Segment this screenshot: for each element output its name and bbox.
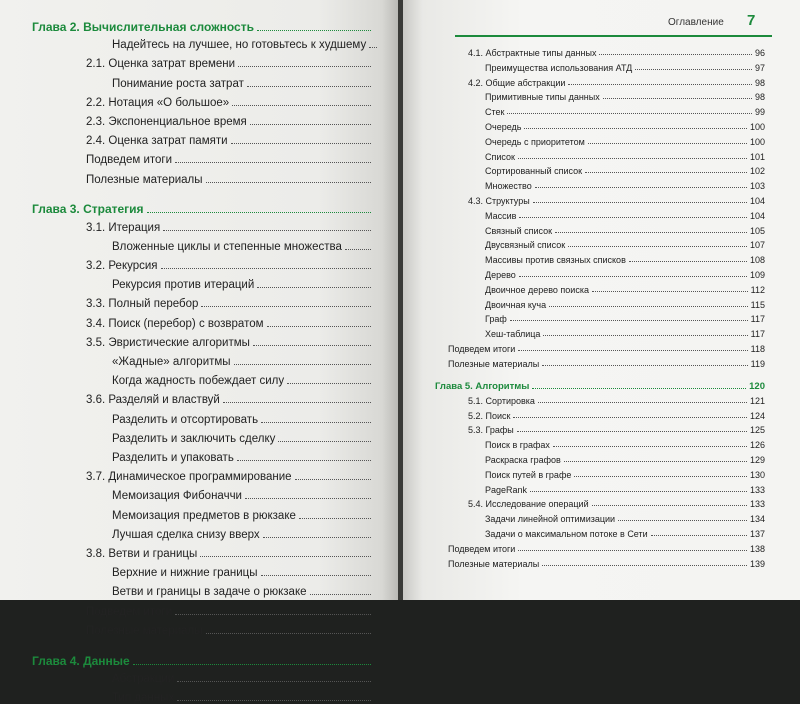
toc-entry-полезные-материалы: [86, 625, 384, 637]
toc-entry-2-2-нотация-о-большое: [86, 97, 384, 109]
leader-dots: [161, 268, 371, 269]
toc-entry-page: 119: [750, 358, 765, 369]
toc-entry-3-7-динамическое-программирование: [86, 471, 384, 483]
leader-dots: [231, 143, 371, 144]
toc-entry-список: [485, 152, 765, 162]
toc-entry-5-2-поиск: [468, 411, 765, 421]
toc-entry-преимущества-использования-атд: [485, 63, 765, 73]
leader-dots: [250, 124, 371, 125]
toc-entry-двоичное-дерево-поиска: [485, 285, 765, 295]
toc-entry-3-4-поиск-перебор-с-возвратом: [86, 318, 384, 330]
toc-entry-title: 3.7. Динамическое программирование: [86, 471, 292, 484]
toc-entry-title: Поиск в графах: [485, 440, 550, 451]
toc-entry-2-4-оценка-затрат-памяти: [86, 135, 384, 147]
toc-entry-title: Глава 3. Стратегия: [32, 202, 144, 217]
toc-entry-title: Хеш-таблица: [485, 329, 541, 340]
leader-dots: [618, 520, 747, 521]
leader-dots: [175, 614, 371, 615]
toc-entry-title: 2.2. Нотация «О большое»: [86, 96, 230, 109]
toc-entry-title: 3.1. Итерация: [86, 221, 161, 234]
toc-entry-page: 120: [749, 381, 765, 392]
toc-entry-title: Список: [485, 151, 515, 162]
toc-entry-title: Преимущества использования АТД: [485, 62, 633, 73]
leader-dots: [533, 202, 747, 203]
toc-entry-когда-жадность-побеждает-силу: [112, 375, 384, 387]
toc-entry-лучшая-сделка-снизу-вверх: [112, 529, 384, 541]
toc-entry-задачи-линейной-оптимизации: [485, 514, 765, 524]
toc-entry-title: Двоичная куча: [485, 299, 547, 310]
leader-dots: [549, 306, 748, 307]
toc-entry-подведем-итоги: [86, 606, 384, 618]
toc-entry-множество: [485, 181, 765, 191]
toc-entry-page: 108: [749, 255, 765, 266]
toc-entry-page: 134: [749, 514, 765, 525]
toc-entry-page: 98: [754, 77, 765, 88]
toc-entry-title: 4.3. Структуры: [468, 196, 530, 206]
toc-entry-5-1-сортировка: [468, 396, 765, 406]
toc-entry-title: 2.3. Экспоненциальное время: [86, 116, 247, 128]
toc-entry-граф: [485, 314, 765, 324]
toc-entry-title: Верхние и нижние границы: [112, 567, 258, 580]
toc-entry-title: Подведем итоги: [86, 605, 173, 618]
leader-dots: [287, 383, 371, 384]
leader-dots: [518, 350, 747, 351]
toc-entry-page: 139: [749, 558, 765, 569]
toc-entry-абстракции: [112, 673, 384, 685]
toc-entry-title: 3.6. Разделяй и властвуй: [86, 394, 220, 407]
toc-entry-page: 129: [749, 455, 765, 465]
leader-dots: [535, 187, 747, 188]
leader-dots: [507, 113, 752, 114]
toc-entry-3-3-полный-перебор: [86, 298, 384, 310]
toc-entry-pagerank: [485, 485, 765, 495]
leader-dots: [585, 172, 747, 173]
toc-entry-мемоизация-предметов-в-рюкзаке: [112, 510, 384, 522]
toc-entry-двусвязный-список: [485, 240, 765, 250]
leader-dots: [237, 460, 371, 461]
toc-entry-примитивные-типы-данных: [485, 92, 765, 102]
leader-dots: [163, 230, 371, 231]
toc-entry-поиск-в-графах: [485, 440, 765, 450]
leader-dots: [261, 575, 371, 576]
toc-entry-разделить-и-отсортировать: [112, 414, 384, 426]
toc-entry-title: Стек: [485, 107, 505, 118]
leader-dots: [267, 326, 371, 327]
toc-entry-глава-3-стратегия: [32, 202, 384, 216]
toc-entry-title: Мемоизация Фибоначчи: [112, 490, 242, 503]
toc-entry-page: 138: [749, 543, 765, 554]
leader-dots: [592, 505, 747, 506]
leader-dots: [369, 47, 377, 48]
toc-entry-title: Связный список: [485, 225, 553, 236]
toc-entry-стек: [485, 107, 765, 117]
toc-entry-title: «Жадные» алгоритмы: [112, 356, 231, 368]
leader-dots: [530, 491, 747, 492]
toc-entry-title: 3.5. Эвристические алгоритмы: [86, 336, 250, 349]
toc-entry-title: Множество: [485, 181, 532, 192]
toc-entry-3-5-эвристические-алгоритмы: [86, 337, 384, 349]
toc-entry-title: 3.3. Полный перебор: [86, 298, 199, 311]
toc-entry-понимание-роста-затрат: [112, 78, 384, 90]
leader-dots: [555, 232, 747, 233]
toc-entry-title: 3.2. Рекурсия: [86, 260, 158, 272]
toc-entry-title: 5.2. Поиск: [468, 410, 511, 421]
toc-entry-title: Разделить и отсортировать: [112, 413, 259, 426]
toc-entry-рекурсия-против-итераций: [112, 279, 384, 291]
toc-entry-title: Полезные материалы: [448, 358, 540, 369]
toc-entry-title: Мемоизация предметов в рюкзаке: [112, 509, 296, 522]
leader-dots: [257, 287, 371, 288]
toc-entry-title: Двоичное дерево поиска: [485, 284, 589, 295]
leader-dots: [510, 320, 748, 321]
leader-dots: [295, 479, 371, 480]
toc-entry-разделить-и-заключить-сделку: [112, 433, 384, 445]
toc-entry-title: Задачи о максимальном потоке в Сети: [485, 529, 648, 539]
leader-dots: [524, 128, 747, 129]
toc-entry-title: Тип данных: [112, 692, 175, 704]
leader-dots: [175, 162, 371, 163]
toc-entry-title: 2.1. Оценка затрат времени: [86, 58, 236, 71]
toc-entry-page: 100: [749, 122, 765, 132]
toc-entry-2-3-экспоненциальное-время: [86, 116, 384, 128]
toc-entry-раскраска-графов: [485, 455, 765, 465]
leader-dots: [253, 345, 371, 346]
left-page: [0, 0, 398, 704]
leader-dots: [564, 461, 747, 462]
toc-entry-двоичная-куча: [485, 300, 765, 310]
running-title: Оглавление: [668, 17, 724, 28]
toc-entry-title: Вложенные циклы и степенные множества: [112, 240, 342, 253]
toc-entry-title: Когда жадность побеждает силу: [112, 375, 285, 388]
toc-entry-подведем-итоги: [448, 544, 765, 554]
leader-dots: [238, 66, 371, 67]
toc-entry-title: Полезные материалы: [448, 558, 540, 569]
toc-entry-title: 3.4. Поиск (перебор) с возвратом: [86, 317, 264, 330]
leader-dots: [133, 664, 371, 665]
toc-entry-подведем-итоги: [86, 154, 384, 166]
toc-entry-title: Глава 2. Вычислительная сложность: [32, 20, 254, 34]
leader-dots: [513, 417, 747, 418]
toc-entry-page: 137: [749, 529, 765, 539]
leader-dots: [257, 30, 371, 31]
leader-dots: [603, 98, 752, 99]
right-page: [403, 0, 800, 600]
toc-entry-очередь-с-приоритетом: [485, 137, 765, 147]
toc-entry-3-6-разделяй-и-властвуй: [86, 394, 384, 406]
leader-dots: [574, 476, 747, 477]
leader-dots: [247, 86, 371, 87]
toc-entry-page: 98: [754, 92, 765, 103]
toc-entry-title: Ветви и границы в задаче о рюкзаке: [112, 586, 307, 599]
toc-entry-page: 109: [749, 270, 765, 280]
leader-dots: [651, 535, 747, 536]
leader-dots: [234, 364, 371, 365]
leader-dots: [517, 431, 747, 432]
toc-entry-title: Понимание роста затрат: [112, 77, 244, 90]
toc-entry-связный-список: [485, 226, 765, 236]
toc-entry-page: 115: [750, 299, 765, 310]
toc-entry-title: Двусвязный список: [485, 240, 566, 251]
toc-entry-title: Рекурсия против итераций: [112, 279, 255, 292]
leader-dots: [261, 422, 371, 423]
toc-entry-title: Подведем итоги: [448, 543, 516, 554]
toc-entry-page: 126: [749, 440, 765, 451]
toc-entry-page: 102: [749, 166, 765, 177]
toc-entry-title: 2.4. Оценка затрат памяти: [86, 135, 228, 148]
leader-dots: [553, 446, 747, 447]
toc-entry-3-2-рекурсия: [86, 260, 384, 272]
toc-entry-title: 4.2. Общие абстракции: [468, 77, 566, 88]
toc-entry-title: 3.8. Ветви и границы: [86, 548, 198, 560]
toc-entry-page: 117: [750, 314, 765, 325]
toc-entry-сортированный-список: [485, 166, 765, 176]
toc-entry-page: 121: [749, 395, 765, 406]
leader-dots: [310, 594, 371, 595]
toc-entry-title: Глава 5. Алгоритмы: [435, 381, 530, 392]
toc-entry-page: 96: [754, 48, 765, 58]
toc-entry-2-1-оценка-затрат-времени: [86, 58, 384, 70]
toc-entry-надейтесь-на-лучшее-но-готовьтесь-к-худш: [112, 39, 384, 51]
toc-entry-глава-2-вычислительная-сложность: [32, 20, 384, 34]
toc-entry-title: Очередь с приоритетом: [485, 136, 585, 147]
toc-entry-поиск-путей-в-графе: [485, 470, 765, 480]
toc-entry-title: Глава 4. Данные: [32, 653, 130, 668]
leader-dots: [206, 633, 371, 634]
toc-entry-4-1-абстрактные-типы-данных: [468, 48, 765, 58]
leader-dots: [206, 182, 371, 183]
toc-entry-подведем-итоги: [448, 344, 765, 354]
toc-entry-title: Раскраска графов: [485, 455, 561, 465]
toc-entry-page: 124: [749, 410, 765, 421]
toc-entry-дерево: [485, 270, 765, 280]
leader-dots: [568, 84, 752, 85]
toc-entry-title: Подведем итоги: [86, 154, 173, 167]
toc-entry-title: Очередь: [485, 122, 522, 132]
leader-dots: [519, 276, 747, 277]
toc-entry-title: Разделить и заключить сделку: [112, 432, 276, 445]
toc-entry-title: Массивы против связных списков: [485, 255, 626, 266]
toc-entry-массивы-против-связных-списков: [485, 255, 765, 265]
toc-entry-глава-5-алгоритмы: [435, 381, 765, 392]
toc-entry-page: 125: [749, 425, 765, 436]
toc-entry-title: Подведем итоги: [448, 344, 516, 354]
toc-entry-title: Примитивные типы данных: [485, 92, 600, 103]
toc-entry-title: Дерево: [485, 270, 516, 280]
toc-entry-page: 101: [749, 151, 765, 162]
leader-dots: [542, 565, 747, 566]
toc-entry-title: Задачи линейной оптимизации: [485, 514, 616, 525]
toc-entry-page: 118: [750, 344, 765, 354]
leader-dots: [177, 700, 371, 701]
toc-entry-page: 100: [749, 136, 765, 147]
toc-entry-title: Надейтесь на лучшее, но готовьтесь к худшему: [112, 39, 367, 52]
toc-entry-title: Лучшая сделка снизу вверх: [112, 528, 260, 541]
leader-dots: [245, 498, 371, 499]
toc-entry-title: 4.1. Абстрактные типы данных: [468, 48, 597, 58]
leader-dots: [201, 306, 371, 307]
toc-entry-жадные-алгоритмы: [112, 356, 384, 368]
toc-entry-5-3-графы: [468, 425, 765, 435]
leader-dots: [518, 550, 747, 551]
page-number: 7: [747, 12, 756, 29]
header-rule: [455, 35, 772, 37]
toc-entry-полезные-материалы: [448, 359, 765, 369]
toc-entry-5-4-исследование-операций: [468, 499, 765, 509]
leader-dots: [200, 556, 371, 557]
leader-dots: [538, 402, 747, 403]
toc-entry-title: Массив: [485, 210, 517, 221]
toc-entry-3-1-итерация: [86, 222, 384, 234]
toc-entry-page: 112: [750, 284, 765, 295]
toc-entry-title: Абстракции: [112, 672, 175, 685]
toc-entry-page: 105: [749, 225, 765, 236]
leader-dots: [542, 365, 747, 366]
leader-dots: [223, 402, 371, 403]
leader-dots: [568, 246, 747, 247]
toc-entry-очередь: [485, 122, 765, 132]
toc-entry-задачи-о-максимальном-потоке-в-сети: [485, 529, 765, 539]
leader-dots: [147, 212, 371, 213]
toc-entry-page: 133: [749, 484, 765, 495]
toc-entry-тип-данных: [112, 692, 384, 704]
leader-dots: [599, 54, 752, 55]
toc-entry-title: Граф: [485, 314, 507, 325]
toc-entry-title: Полезные материалы: [86, 624, 203, 637]
leader-dots: [177, 681, 371, 682]
toc-entry-title: PageRank: [485, 484, 528, 495]
toc-entry-page: 117: [750, 329, 765, 340]
toc-entry-полезные-материалы: [448, 559, 765, 569]
toc-entry-title: Поиск путей в графе: [485, 469, 572, 480]
leader-dots: [629, 261, 747, 262]
leader-dots: [592, 291, 748, 292]
leader-dots: [519, 217, 747, 218]
toc-entry-title: 5.1. Сортировка: [468, 395, 535, 406]
toc-entry-page: 104: [749, 210, 765, 221]
toc-entry-page: 99: [754, 107, 765, 118]
toc-entry-3-8-ветви-и-границы: [86, 548, 384, 560]
leader-dots: [635, 69, 752, 70]
leader-dots: [345, 249, 371, 250]
toc-entry-title: 5.3. Графы: [468, 425, 514, 436]
leader-dots: [518, 158, 747, 159]
leader-dots: [532, 388, 746, 389]
toc-entry-page: 97: [754, 62, 765, 73]
toc-entry-полезные-материалы: [86, 174, 384, 186]
toc-entry-глава-4-данные: [32, 654, 384, 668]
toc-entry-ветви-и-границы-в-задаче-о-рюкзаке: [112, 586, 384, 598]
toc-entry-page: 103: [749, 181, 765, 192]
toc-entry-4-2-общие-абстракции: [468, 78, 765, 88]
toc-entry-title: Разделить и упаковать: [112, 452, 234, 464]
toc-entry-мемоизация-фибоначчи: [112, 490, 384, 502]
toc-entry-page: 130: [749, 469, 765, 480]
toc-entry-4-3-структуры: [468, 196, 765, 206]
leader-dots: [543, 335, 747, 336]
toc-entry-разделить-и-упаковать: [112, 452, 384, 464]
toc-entry-хеш-таблица: [485, 329, 765, 339]
toc-entry-title: 5.4. Исследование операций: [468, 499, 589, 510]
toc-entry-page: 133: [749, 499, 765, 510]
leader-dots: [278, 441, 371, 442]
toc-entry-верхние-и-нижние-границы: [112, 567, 384, 579]
toc-entry-вложенные-циклы-и-степенные-множества: [112, 241, 384, 253]
toc-entry-title: Полезные материалы: [86, 173, 203, 186]
toc-entry-массив: [485, 211, 765, 221]
toc-entry-page: 107: [749, 240, 765, 251]
leader-dots: [299, 518, 371, 519]
toc-entry-title: Сортированный список: [485, 166, 583, 177]
toc-entry-page: 104: [749, 196, 765, 206]
leader-dots: [588, 143, 747, 144]
leader-dots: [232, 105, 371, 106]
leader-dots: [263, 537, 371, 538]
